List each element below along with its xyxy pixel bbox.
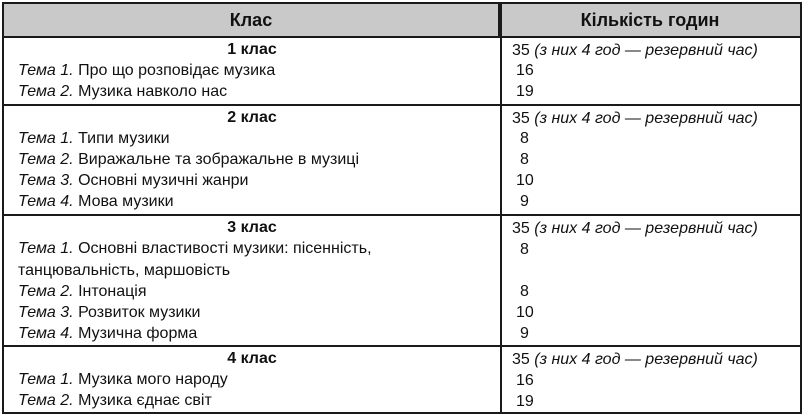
divider xyxy=(4,345,800,347)
topic-hours: 16 xyxy=(516,62,534,79)
topic-row: Тема 2. Виражальне та зображальне в музиці xyxy=(18,151,360,168)
topic-row: Тема 2. Музика навколо нас xyxy=(18,83,228,100)
topic-row: Тема 2. Інтонація xyxy=(18,283,147,300)
column-divider xyxy=(500,4,502,412)
topic-hours: 10 xyxy=(516,304,534,321)
topic-row: Тема 1. Основні властивості музики: пісенність, xyxy=(18,240,372,257)
topic-row: Тема 3. Основні музичні жанри xyxy=(18,172,249,189)
grade-title: 2 клас xyxy=(227,109,277,126)
divider xyxy=(4,104,800,106)
topic-hours: 16 xyxy=(516,372,534,389)
header-hours: Кількість годин xyxy=(500,4,800,36)
topic-hours: 19 xyxy=(516,83,534,100)
grade-title: 1 клас xyxy=(227,41,277,58)
grade-title: 4 клас xyxy=(227,350,277,367)
grade-total: 35 (з них 4 год — резервний час) xyxy=(512,110,758,127)
divider xyxy=(4,214,800,216)
topic-row: Тема 2. Музика єднає світ xyxy=(18,392,212,409)
topic-row: Тема 4. Музична форма xyxy=(18,325,198,342)
topic-hours: 8 xyxy=(520,241,529,258)
topic-row: Тема 1. Про що розповідає музика xyxy=(18,62,276,79)
topic-hours: 9 xyxy=(520,325,529,342)
grade-total: 35 (з них 4 год — резервний час) xyxy=(512,42,758,59)
topic-row: Тема 3. Розвиток музики xyxy=(18,304,201,321)
topic-hours: 19 xyxy=(516,393,534,410)
divider xyxy=(4,36,800,38)
curriculum-table xyxy=(2,2,802,414)
topic-row-continuation: танцювальність, маршовість xyxy=(18,262,231,279)
topic-hours: 8 xyxy=(520,151,529,168)
topic-row: Тема 4. Мова музики xyxy=(18,193,174,210)
topic-row: Тема 1. Музика мого народу xyxy=(18,371,228,388)
topic-row: Тема 1. Типи музики xyxy=(18,130,170,147)
grade-title: 3 клас xyxy=(227,219,277,236)
topic-hours: 10 xyxy=(516,172,534,189)
grade-total: 35 (з них 4 год — резервний час) xyxy=(512,351,758,368)
topic-hours: 9 xyxy=(520,193,529,210)
header-class: Клас xyxy=(4,4,500,36)
topic-hours: 8 xyxy=(520,130,529,147)
grade-total: 35 (з них 4 год — резервний час) xyxy=(512,220,758,237)
topic-hours: 8 xyxy=(520,283,529,300)
